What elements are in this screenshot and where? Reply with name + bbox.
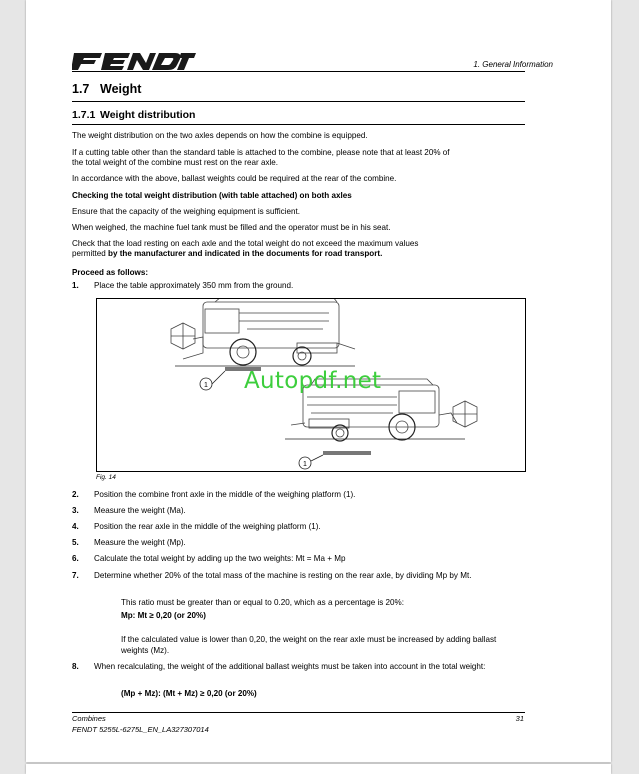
page-number: 31: [515, 714, 524, 723]
step-number: 3.: [72, 506, 79, 515]
footer-rule: [72, 712, 525, 713]
subtitle-rule: [72, 124, 525, 125]
callout-label: 1: [303, 461, 307, 468]
step-number: 7.: [72, 571, 79, 580]
weighing-platform: [323, 451, 371, 455]
paragraph: Ensure that the capacity of the weighing equipment is sufficient.: [72, 207, 300, 216]
ratio-note: This ratio must be greater than or equal to 0.20, which as a percentage is 20%:: [121, 598, 404, 607]
step-text: Measure the weight (Ma).: [94, 506, 186, 515]
step-text: Place the table approximately 350 mm from the ground.: [94, 281, 294, 290]
step-text: Calculate the total weight by adding up the two weights: Mt = Ma + Mp: [94, 554, 346, 563]
callout-label: 1: [204, 382, 208, 389]
step-text: Position the rear axle in the middle of the weighing platform (1).: [94, 522, 321, 531]
step-number: 1.: [72, 281, 79, 290]
header-rule: [72, 71, 525, 72]
title-rule: [72, 101, 525, 102]
paragraph: Check that the load resting on each axle and the total weight do not exceed the maximum values: [72, 239, 419, 248]
ratio-formula: Mp: Mt ≥ 0,20 (or 20%): [121, 611, 206, 620]
step-text: Measure the weight (Mp).: [94, 538, 186, 547]
title-number: 1.7: [72, 82, 90, 96]
paragraph: When weighed, the machine fuel tank must be filled and the operator must be in his seat.: [72, 223, 391, 232]
footer-left: [72, 714, 209, 735]
paragraph: In accordance with the above, ballast weights could be required at the rear of the combine.: [72, 174, 397, 183]
paragraph: If a cutting table other than the standard table is attached to the combine, please note that at least 20% of: [72, 148, 450, 157]
footer-product: Combines: [72, 714, 106, 723]
subtitle-number: 1.7.1: [72, 109, 96, 121]
step-number: 4.: [72, 522, 79, 531]
step-number: 2.: [72, 490, 79, 499]
fendt-logo: [72, 51, 196, 71]
figure-caption: Fig. 14: [96, 474, 116, 481]
footer-doc-id: FENDT 5255L-6275L_EN_LA327307014: [72, 724, 209, 734]
paragraph: the total weight of the combine must rest on the rear axle.: [72, 158, 279, 167]
bold-heading: Checking the total weight distribution (with table attached) on both axles: [72, 191, 352, 200]
section-header: 1. General Information: [473, 60, 553, 69]
watermark: Autopdf.net: [244, 368, 382, 394]
lower-note: If the calculated value is lower than 0,20, the weight on the rear axle must be increased by adding ballast weights (Mz).: [121, 635, 497, 655]
next-page-edge: [26, 764, 611, 774]
paragraph: The weight distribution on the two axles depends on how the combine is equipped.: [72, 131, 368, 140]
subsection-title: [72, 109, 195, 121]
subtitle-text: Weight distribution: [100, 109, 196, 121]
step-number: 6.: [72, 554, 79, 563]
title-text: Weight: [100, 82, 142, 96]
step-text: When recalculating, the weight of the additional ballast weights must be taken into account in the total weight:: [94, 662, 486, 671]
ballast-formula: (Mp + Mz): (Mt + Mz) ≥ 0,20 (or 20%): [121, 689, 257, 698]
paragraph-bold: by the manufacturer and indicated in the documents for road transport.: [108, 249, 383, 258]
combine-front-axle-illustration: [171, 299, 355, 371]
page-title: [72, 82, 141, 96]
proceed-heading: Proceed as follows:: [72, 268, 149, 277]
step-number: 5.: [72, 538, 79, 547]
step-number: 8.: [72, 662, 79, 671]
paragraph-normal: permitted: [72, 249, 108, 258]
step-text: Determine whether 20% of the total mass of the machine is resting on the rear axle, by dividing Mp by Mt.: [94, 571, 472, 580]
step-text: Position the combine front axle in the middle of the weighing platform (1).: [94, 490, 356, 499]
paragraph: [72, 248, 526, 259]
